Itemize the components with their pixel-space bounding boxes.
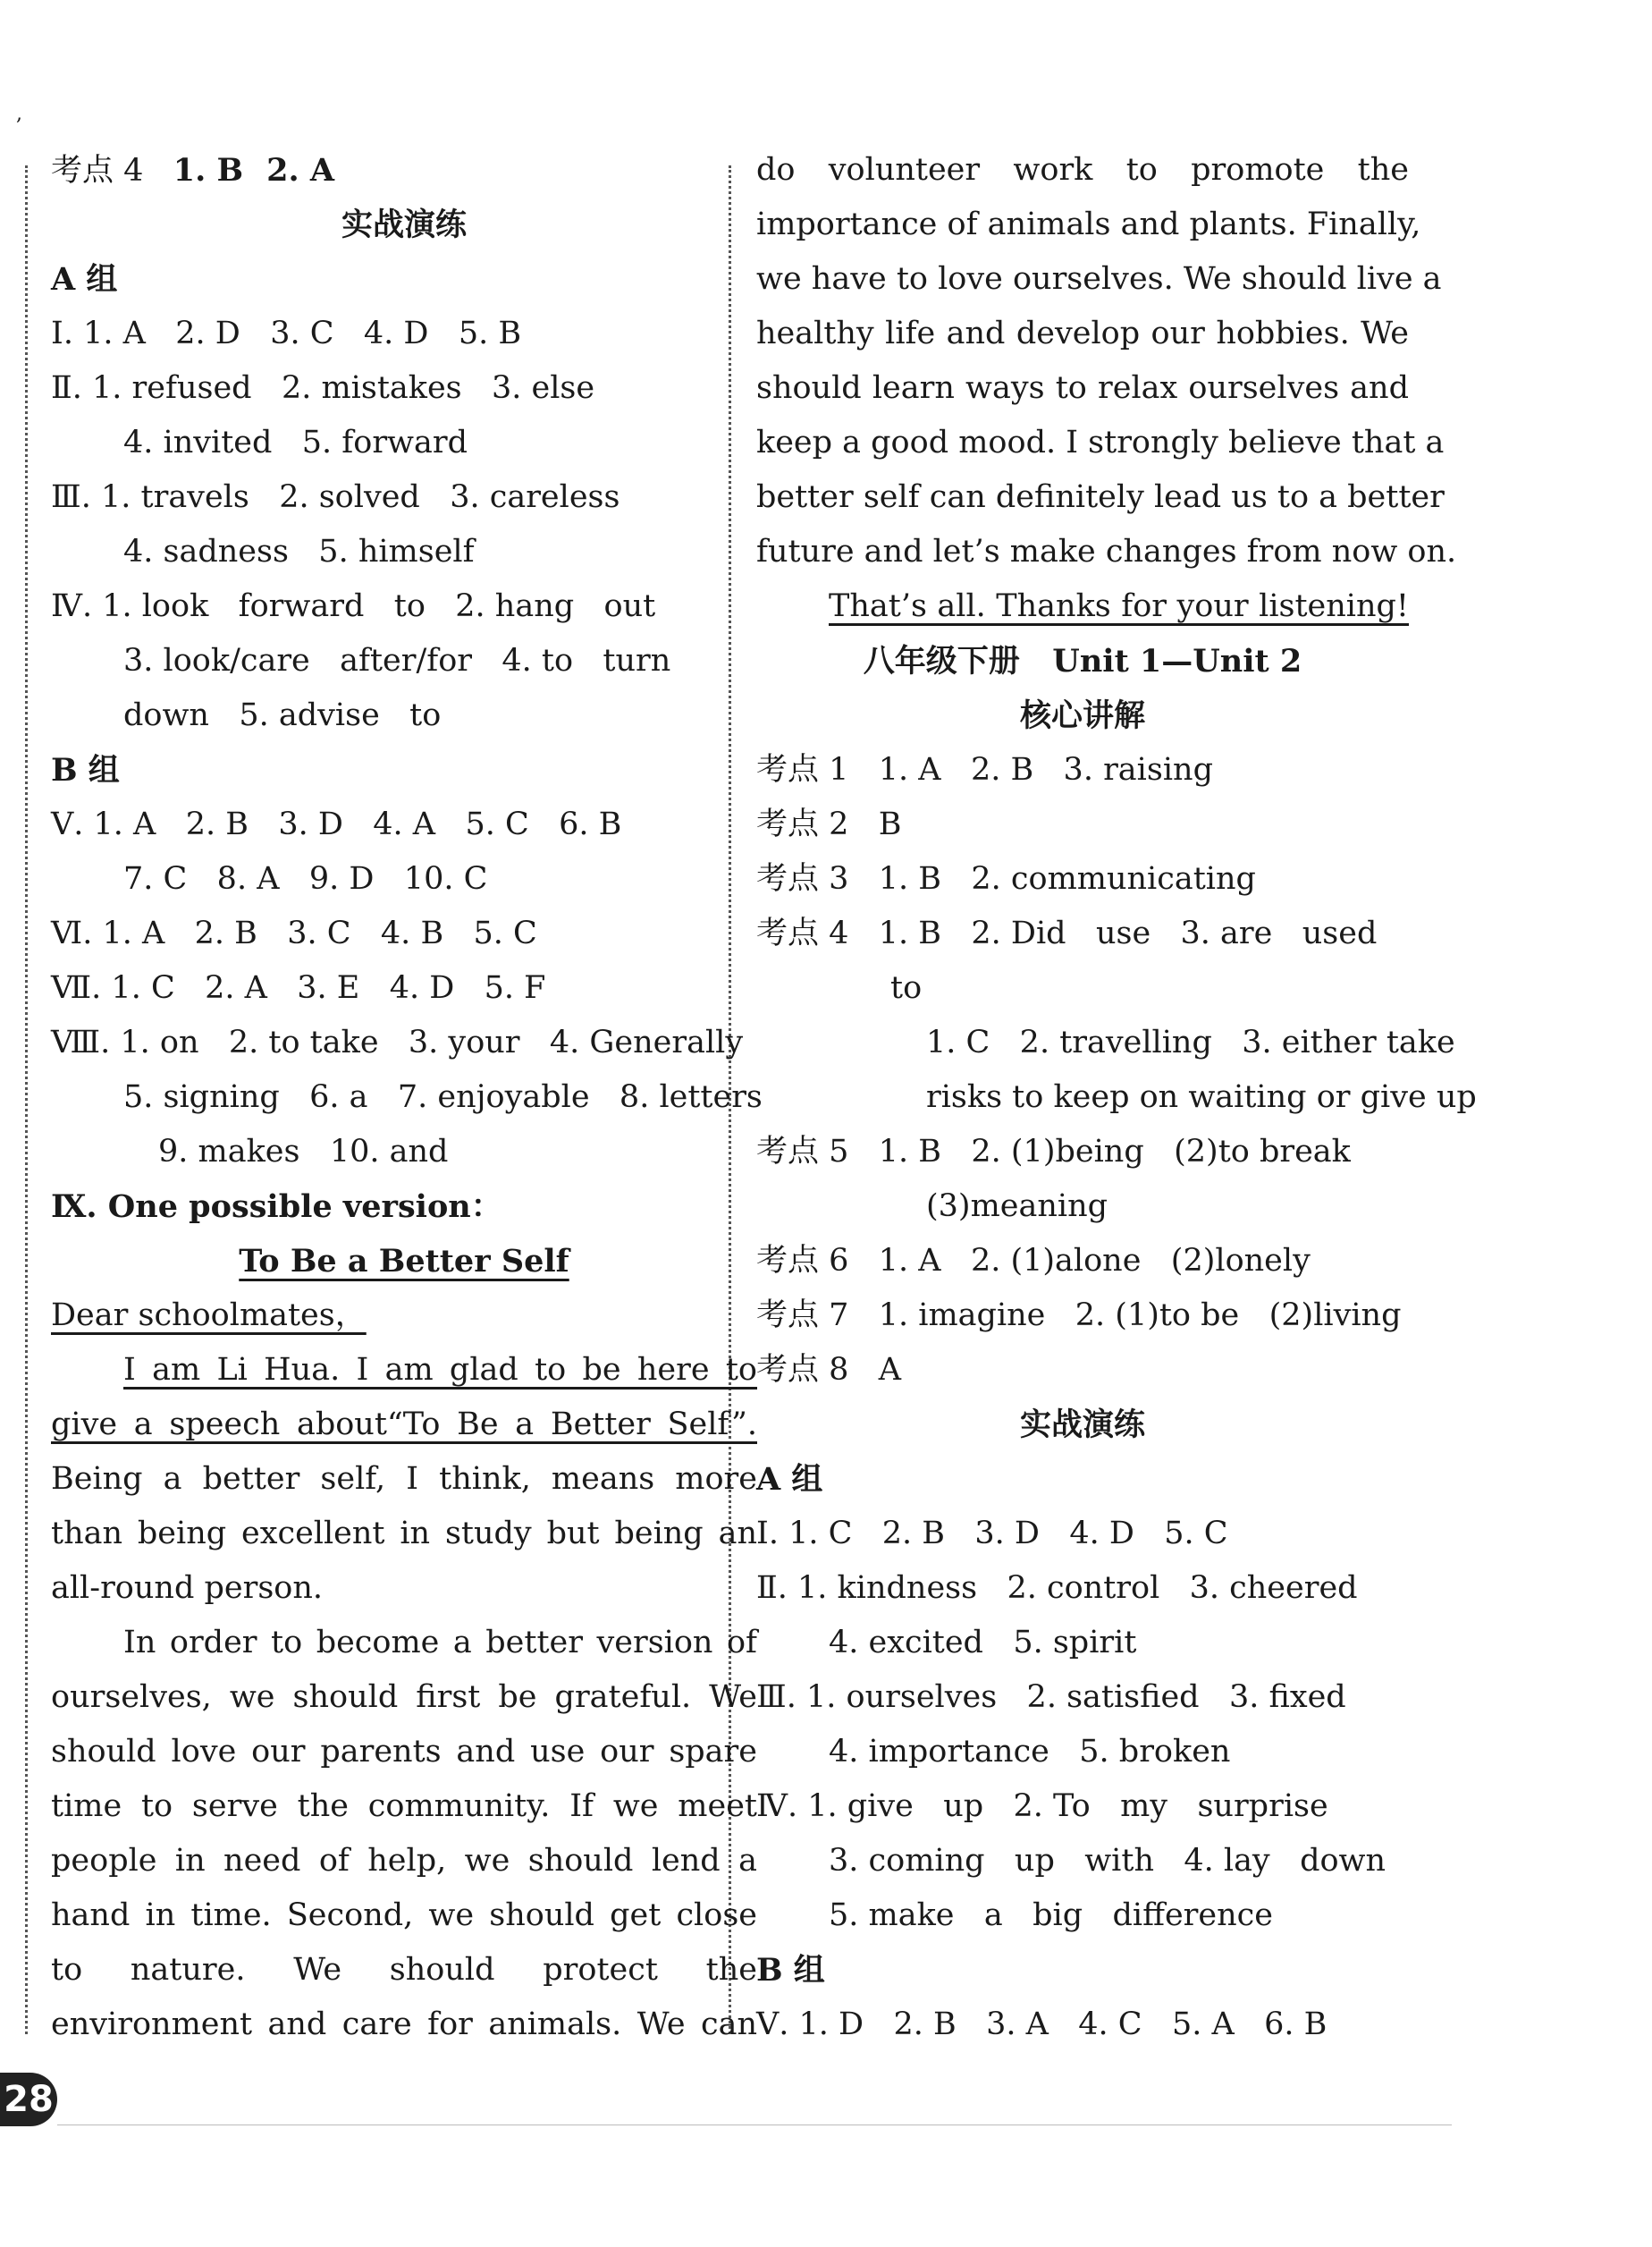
essay-line: do volunteer work to promote the	[756, 152, 1409, 188]
answer-line: to	[890, 970, 923, 1006]
answer-line: 3. coming up with 4. lay down	[829, 1843, 1386, 1879]
essay-line: should love our parents and use our spare	[51, 1734, 757, 1770]
answer-line: 考点 3 1. B 2. communicating	[756, 861, 1256, 897]
essay-line: healthy life and develop our hobbies. We	[756, 316, 1409, 351]
essay-line: Being a better self, I think, means more	[51, 1461, 757, 1497]
answer-line: 4. importance 5. broken	[829, 1734, 1231, 1770]
answer-line: Ⅴ. 1. D 2. B 3. A 4. C 5. A 6. B	[756, 2006, 1328, 2042]
answer-line: 7. C 8. A 9. D 10. C	[123, 861, 488, 897]
left-column	[51, 143, 763, 2052]
answer-line: 考点 1 1. A 2. B 3. raising	[756, 752, 1213, 788]
answer-line: 4. invited 5. forward	[123, 425, 468, 460]
answer-line: down 5. advise to	[123, 697, 442, 733]
essay-greeting: Dear schoolmates，	[51, 1297, 367, 1333]
essay-line: better self can definitely lead us to a better	[756, 479, 1445, 515]
essay-line: hand in time. Second, we should get close	[51, 1897, 757, 1933]
group-heading: B 组	[756, 1952, 825, 1989]
essay-line: people in need of help, we should lend a	[51, 1843, 757, 1879]
essay-line: time to serve the community. If we meet	[51, 1788, 757, 1824]
group-heading: A 组	[756, 1461, 823, 1498]
essay-line: ourselves, we should first be grateful. We	[51, 1679, 757, 1715]
answer-line: Ⅷ. 1. on 2. to take 3. your 4. Generally	[51, 1025, 744, 1060]
answer-line: 考点 2 B	[756, 807, 902, 842]
answer-line: 考点 8 A	[756, 1352, 902, 1388]
answer-line: 考点 6 1. A 2. (1)alone (2)lonely	[756, 1243, 1311, 1279]
answer-line: Ⅲ. 1. travels 2. solved 3. careless	[51, 479, 620, 515]
essay-line: I am Li Hua. I am glad to be here to	[123, 1352, 757, 1388]
group-heading: B 组	[51, 752, 120, 789]
essay-line: give a speech about“To Be a Better Self”.	[51, 1406, 757, 1442]
section-heading: 实战演练	[341, 207, 467, 243]
answer-line: Ⅴ. 1. A 2. B 3. D 4. A 5. C 6. B	[51, 807, 622, 842]
corner-mark: ,	[16, 103, 22, 125]
answer-line: 1. C 2. travelling 3. either take	[926, 1025, 1455, 1060]
answer-line: Ⅱ. 1. refused 2. mistakes 3. else	[51, 370, 595, 406]
answer-line: Ⅸ. One possible version：	[51, 1188, 502, 1225]
answer-line: Ⅰ. 1. C 2. B 3. D 4. D 5. C	[756, 1516, 1228, 1551]
answer-line: 考点 4 1. B 2. Did use 3. are used	[756, 916, 1378, 951]
answer-line: Ⅰ. 1. A 2. D 3. C 4. D 5. B	[51, 316, 522, 351]
group-heading: A 组	[51, 261, 118, 298]
essay-line: keep a good mood. I strongly believe that a	[756, 425, 1445, 460]
answer-line: 4. sadness 5. himself	[123, 534, 475, 570]
essay-line: to nature. We should protect the	[51, 1952, 757, 1988]
answer-line: risks to keep on waiting or give up	[926, 1079, 1477, 1115]
answer-line: 考点 4 1. B 2. A	[51, 152, 334, 189]
answer-line: (3)meaning	[926, 1188, 1108, 1224]
essay-line: environment and care for animals. We can	[51, 2006, 757, 2042]
answer-line: 9. makes 10. and	[158, 1134, 449, 1170]
essay-line: than being excellent in study but being an	[51, 1516, 757, 1551]
answer-line: 考点 7 1. imagine 2. (1)to be (2)living	[756, 1297, 1402, 1333]
answer-line: 考点 5 1. B 2. (1)being (2)to break	[756, 1134, 1351, 1170]
essay-line: all-round person.	[51, 1570, 324, 1606]
answer-line: Ⅶ. 1. C 2. A 3. E 4. D 5. F	[51, 970, 546, 1006]
answer-line: Ⅵ. 1. A 2. B 3. C 4. B 5. C	[51, 916, 537, 951]
answer-line: 5. signing 6. a 7. enjoyable 8. letters	[123, 1079, 763, 1115]
section-heading: 实战演练	[1019, 1406, 1145, 1443]
essay-title: To Be a Better Self	[239, 1243, 569, 1280]
essay-line: importance of animals and plants. Finally,	[756, 207, 1421, 242]
section-heading: 核心讲解	[1019, 697, 1145, 734]
column-divider-left	[25, 165, 28, 2034]
answer-line: Ⅱ. 1. kindness 2. control 3. cheered	[756, 1570, 1358, 1606]
essay-line: In order to become a better version of	[123, 1625, 757, 1660]
answer-line: 5. make a big difference	[829, 1897, 1273, 1933]
answer-line: Ⅳ. 1. look forward to 2. hang out	[51, 588, 656, 624]
unit-title: 八年级下册 Unit 1—Unit 2	[863, 643, 1302, 680]
answer-line: Ⅲ. 1. ourselves 2. satisfied 3. fixed	[756, 1679, 1346, 1715]
answer-line: 4. excited 5. spirit	[829, 1625, 1137, 1660]
essay-closing: That’s all. Thanks for your listening!	[829, 588, 1409, 624]
essay-line: should learn ways to relax ourselves and	[756, 370, 1409, 406]
right-column	[756, 143, 1477, 2052]
essay-line: we have to love ourselves. We should live a	[756, 261, 1442, 297]
page-number: 28	[0, 2073, 57, 2126]
answer-line: 3. look/care after/for 4. to turn	[123, 643, 671, 679]
essay-line: future and let’s make changes from now on.	[756, 534, 1457, 570]
answer-line: Ⅳ. 1. give up 2. To my surprise	[756, 1788, 1328, 1824]
